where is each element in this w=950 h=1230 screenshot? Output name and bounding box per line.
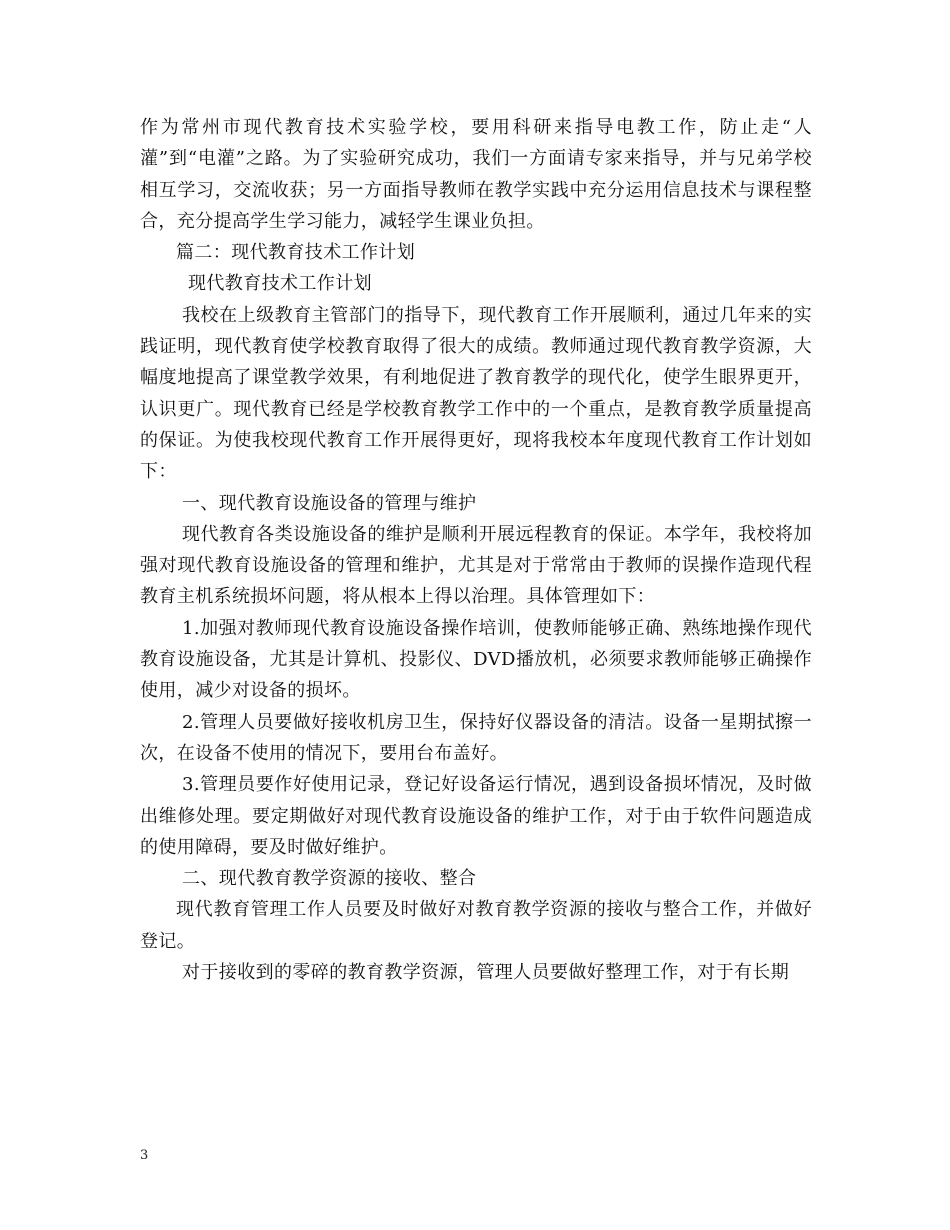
paragraph-intro: 作为常州市现代教育技术实验学校，要用科研来指导电教工作，防止走“人灌”到“电灌”之路。为了实验研究成功，我们一方面请专家来指导，并与兄弟学校相互学习，交流收获；另一方面指导教师在教学实践中充分运用信息技术与课程整合，充分提高学生学习能力，减轻学生课业负担。 <box>140 117 812 232</box>
heading-section-two: 二、现代教育教学资源的接收、整合 <box>182 868 477 890</box>
heading-section-one: 一、现代教育设施设备的管理与维护 <box>182 492 477 514</box>
list-item-3: 3.管理员要作好使用记录，登记好设备运行情况，遇到设备损坏情况，及时做出维修处理。要定期做好对现代教育设施设备的维护工作，对于由于软件问题造成的使用障碍，要及时做好维护。 <box>140 774 812 858</box>
list-item-2: 2.管理人员要做好接收机房卫生，保持好仪器设备的清洁。设备一星期拭擦一次，在设备不使用的情况下，要用台布盖好。 <box>140 711 812 764</box>
document-body <box>140 112 812 988</box>
list-item-1: 1.加强对教师现代教育设施设备操作培训，使教师能够正确、熟练地操作现代教育设施设备，尤其是计算机、投影仪、DVD播放机，必须要求教师能够正确操作使用，减少对设备的损坏。 <box>140 617 812 702</box>
page-number: 3 <box>140 1148 149 1163</box>
paragraph-resources-continued: 对于接收到的零碎的教育教学资源，管理人员要做好整理工作，对于有长期 <box>182 962 790 984</box>
paragraph-maintenance: 现代教育各类设施设备的维护是顺利开展远程教育的保证。本学年，我校将加强对现代教育设施设备的管理和维护，尤其是对于常常由于教师的误操作造现代程教育主机系统损坏问题，将从根本上得以治理。具体管理如下： <box>140 523 812 608</box>
paragraph-resources: 现代教育管理工作人员要及时做好对教育教学资源的接收与整合工作，并做好登记。 <box>140 899 812 952</box>
document-title: 现代教育技术工作计划 <box>188 273 372 295</box>
section-title-part-two: 篇二：现代教育技术工作计划 <box>176 242 416 264</box>
paragraph-overview: 我校在上级教育主管部门的指导下，现代教育工作开展顺利，通过几年来的实践证明，现代教育使学校教育取得了很大的成绩。教师通过现代教育教学资源，大幅度地提高了课堂教学效果，有利地促进了教育教学的现代化，使学生眼界更开，认识更广。现代教育已经是学校教育教学工作中的一个重点，是教育教学质量提高的保证。为使我校现代教育工作开展得更好，现将我校本年度现代教育工作计划如下： <box>140 304 812 483</box>
